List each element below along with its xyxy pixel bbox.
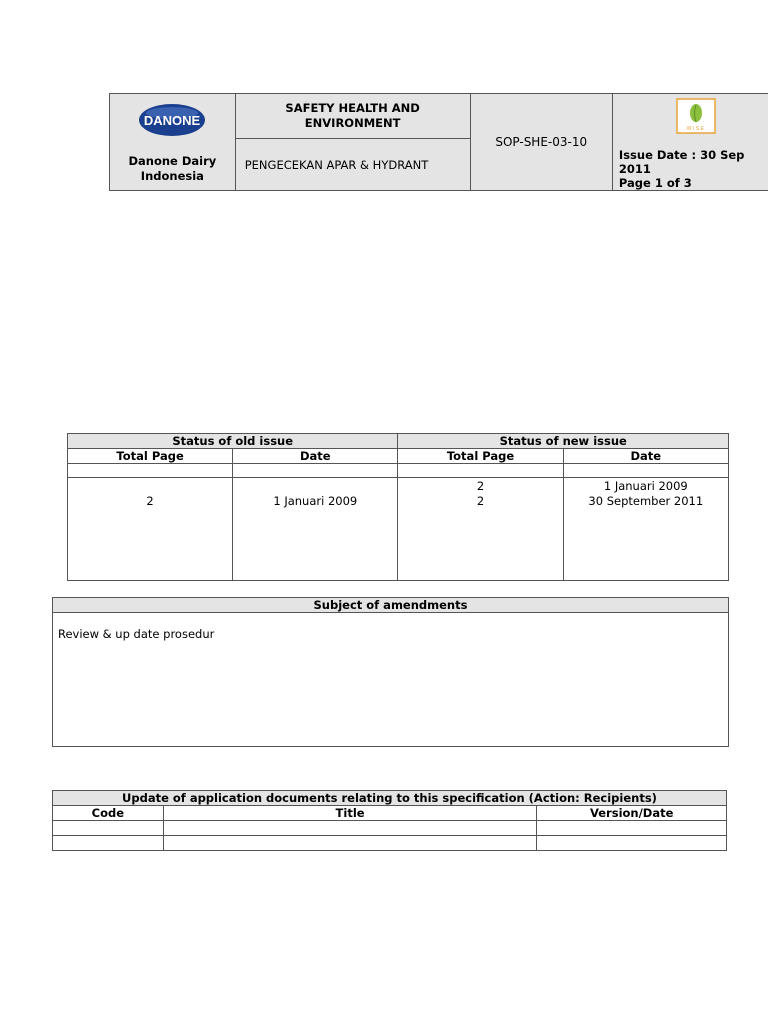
old-date: 1 Januari 2009	[233, 478, 398, 581]
table-cell	[163, 821, 537, 836]
new-date-cell	[563, 478, 728, 581]
company-cell	[110, 94, 236, 191]
issue-info	[613, 148, 768, 190]
danone-logo	[137, 103, 207, 137]
status-table	[67, 433, 729, 581]
page-number: Page 1 of 3	[618, 176, 692, 190]
title-header: Title	[163, 806, 537, 821]
gap-cell	[398, 464, 563, 478]
table-cell	[53, 821, 164, 836]
table-cell	[163, 836, 537, 851]
svg-text:WISE: WISE	[687, 126, 706, 132]
new-total-page-cell	[398, 478, 563, 581]
update-documents-table	[52, 790, 727, 851]
version-date-header: Version/Date	[537, 806, 727, 821]
new-issue-title: Status of new issue	[398, 434, 729, 449]
document-subject: PENGECEKAN APAR & HYDRANT	[235, 139, 470, 191]
amendments-text: Review & up date prosedur	[58, 627, 215, 641]
code-header: Code	[53, 806, 164, 821]
table-row	[53, 836, 727, 851]
issue-date: Issue Date : 30 Sep 2011	[618, 148, 745, 176]
new-date: 30 September 2011	[588, 494, 704, 508]
table-cell	[53, 836, 164, 851]
old-total-page-header: Total Page	[68, 449, 233, 464]
update-table-title: Update of application documents relating to this specification (Action: Recipients)	[53, 791, 727, 806]
gap-cell	[68, 464, 233, 478]
issue-cell	[612, 94, 768, 191]
new-date-header: Date	[563, 449, 728, 464]
old-date-header: Date	[233, 449, 398, 464]
table-cell	[537, 821, 727, 836]
new-total-page: 2	[476, 494, 485, 508]
document-header	[109, 93, 768, 191]
svg-text:DANONE: DANONE	[144, 113, 201, 128]
amendments-box	[52, 597, 729, 747]
table-cell	[537, 836, 727, 851]
sop-code: SOP-SHE-03-10	[470, 94, 612, 191]
gap-cell	[563, 464, 728, 478]
wise-logo	[676, 98, 716, 134]
department-title: SAFETY HEALTH AND ENVIRONMENT	[235, 94, 470, 139]
new-date: 1 Januari 2009	[603, 479, 688, 493]
table-row	[53, 821, 727, 836]
amendments-title: Subject of amendments	[53, 598, 728, 613]
table-row	[68, 478, 729, 581]
gap-cell	[233, 464, 398, 478]
new-total-page-header: Total Page	[398, 449, 563, 464]
new-total-page: 2	[476, 479, 485, 493]
company-name: Danone Dairy Indonesia	[128, 154, 217, 183]
old-total-page: 2	[68, 478, 233, 581]
old-issue-title: Status of old issue	[68, 434, 398, 449]
